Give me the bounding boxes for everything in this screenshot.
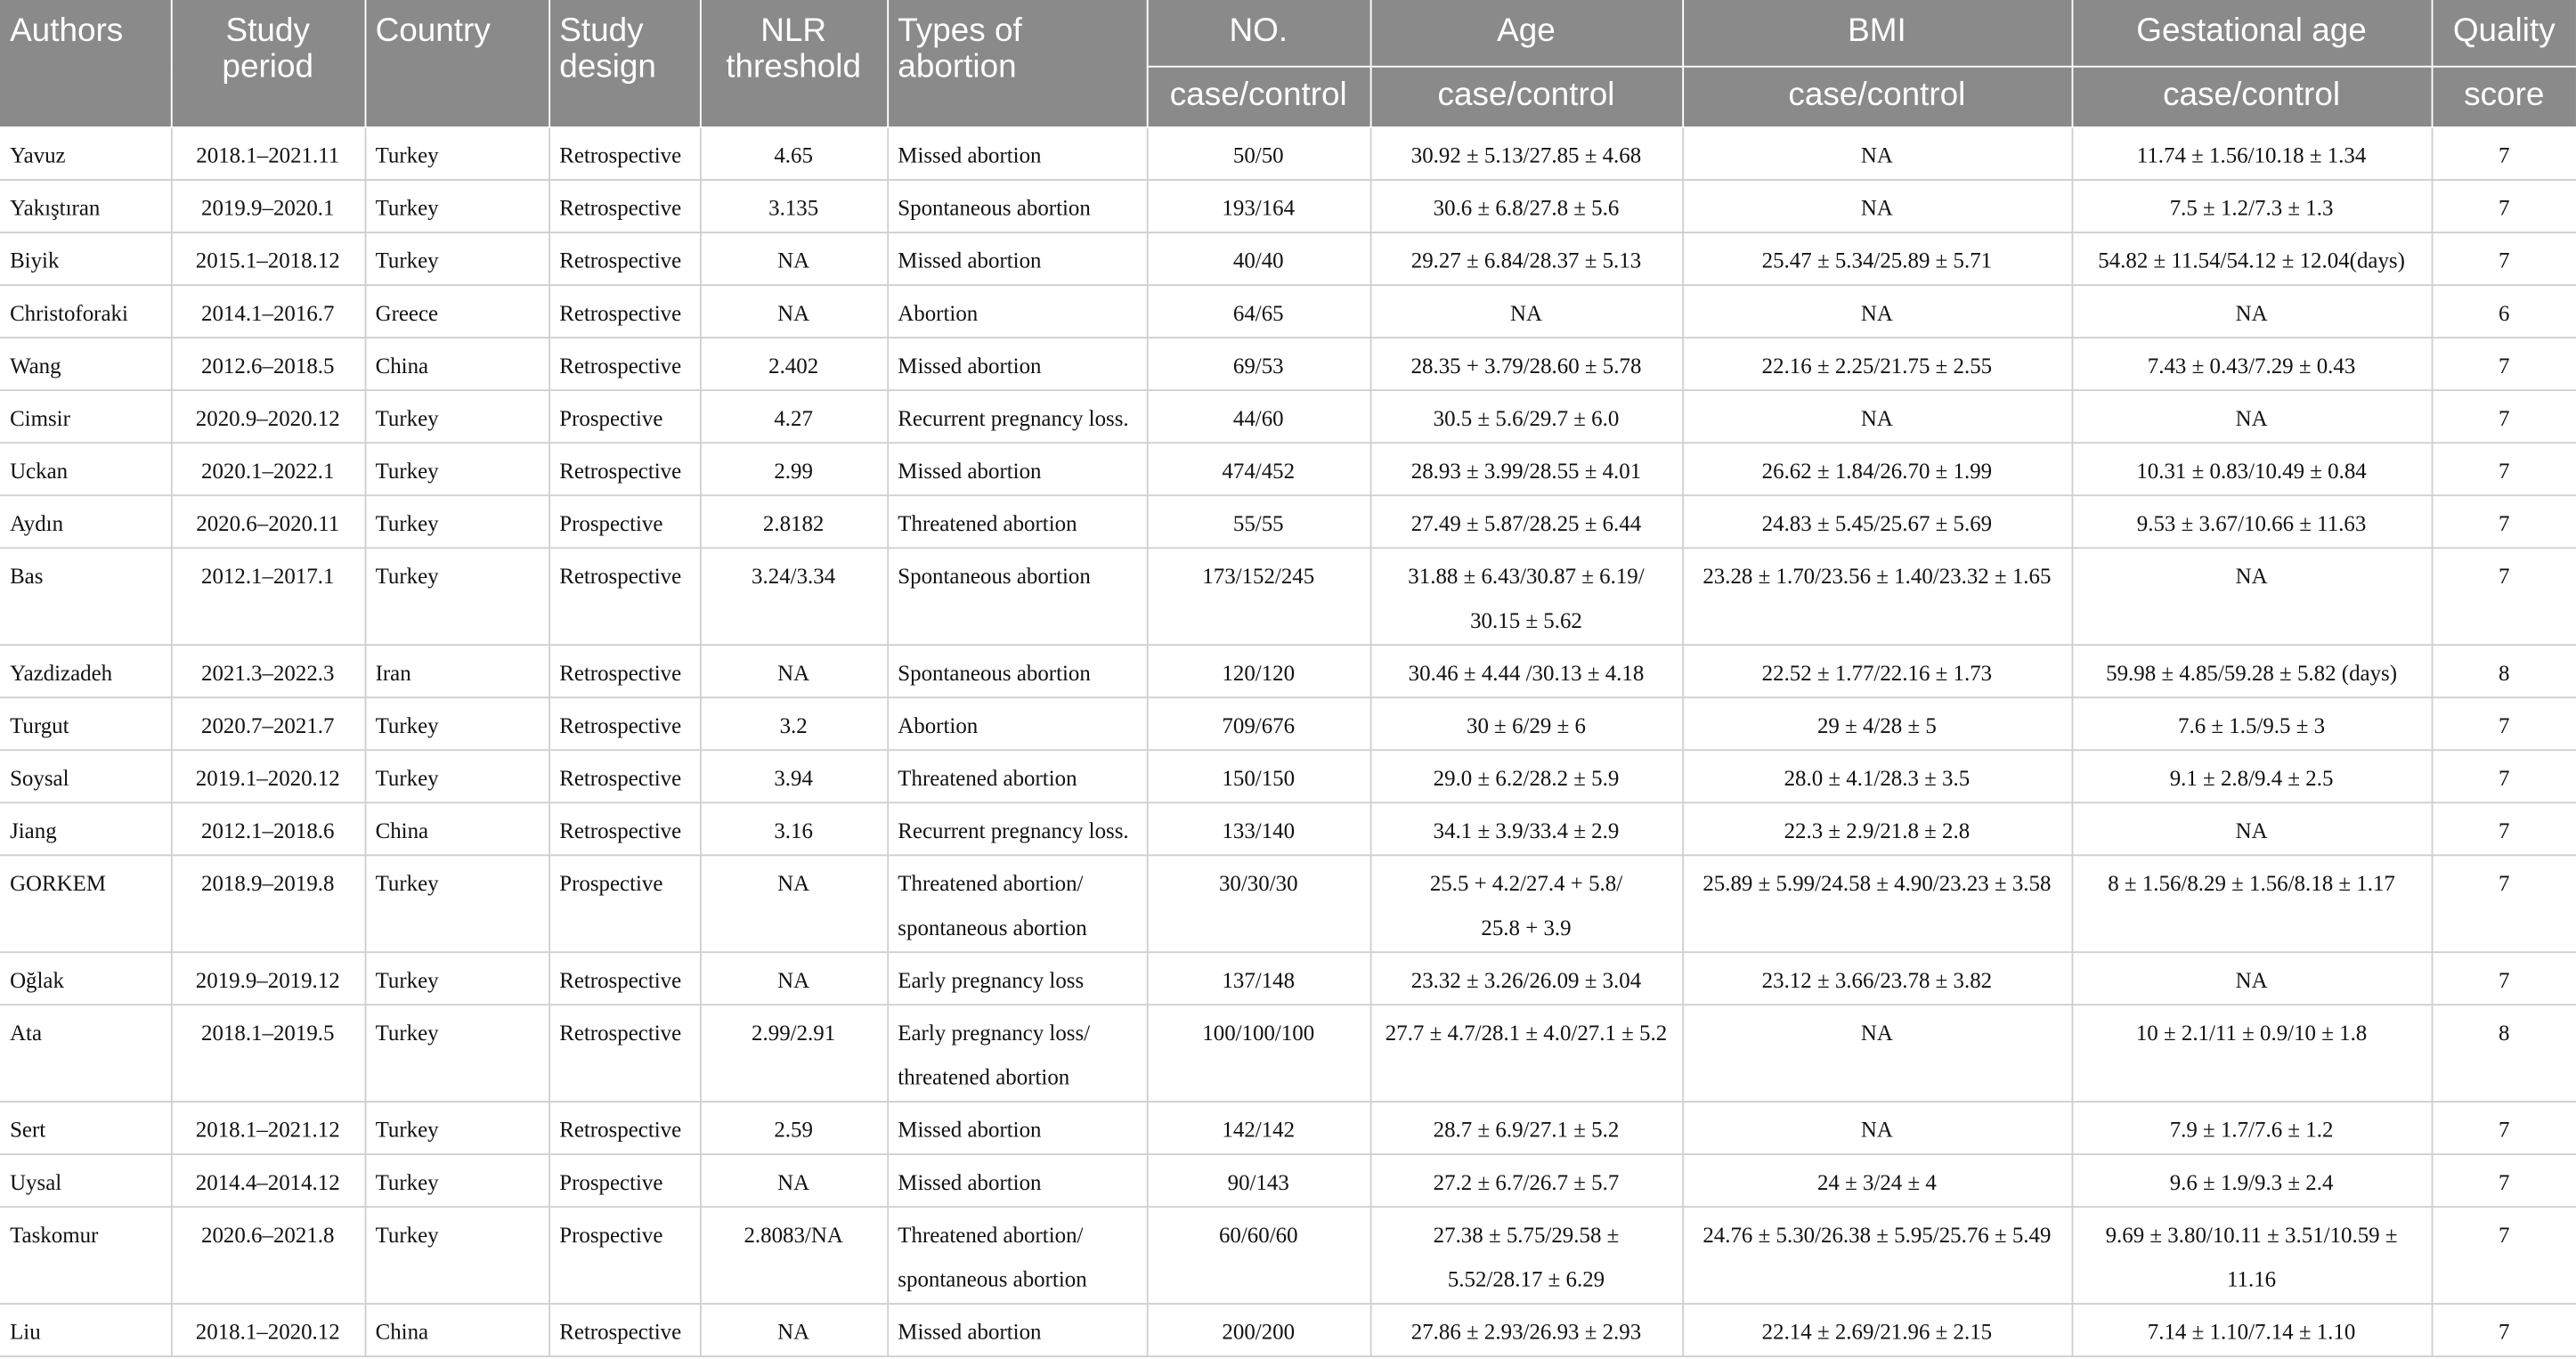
cell-author: Uysal (0, 1154, 171, 1207)
table-row (0, 750, 2576, 802)
cell-quality-score: 7 (2432, 697, 2576, 750)
cell-no: 474/452 (1147, 443, 1370, 495)
cell-age: 23.32 ± 3.26/26.09 ± 3.04 (1370, 952, 1683, 1005)
cell-study-period: 2014.4–2014.12 (171, 1154, 365, 1207)
cell-nlr-threshold: 4.65 (700, 127, 887, 180)
cell-no: 133/140 (1147, 802, 1370, 855)
cell-author: Turgut (0, 697, 171, 750)
cell-abortion-type: Missed abortion (887, 1102, 1147, 1154)
cell-no: 173/152/245 (1147, 548, 1370, 645)
cell-gestational-age: NA (2072, 285, 2432, 338)
cell-study-period: 2015.1–2018.12 (171, 232, 365, 285)
header-study-period: Study period (171, 0, 365, 127)
cell-quality-score: 7 (2432, 443, 2576, 495)
cell-quality-score: 7 (2432, 1207, 2576, 1304)
cell-no: 709/676 (1147, 697, 1370, 750)
cell-study-period: 2018.1–2019.5 (171, 1005, 365, 1102)
cell-bmi: 29 ± 4/28 ± 5 (1682, 697, 2071, 750)
cell-study-period: 2014.1–2016.7 (171, 285, 365, 338)
table-row (0, 645, 2576, 697)
cell-age: 28.93 ± 3.99/28.55 ± 4.01 (1370, 443, 1683, 495)
cell-quality-score: 7 (2432, 548, 2576, 645)
cell-study-design: Retrospective (549, 180, 700, 232)
cell-no: 150/150 (1147, 750, 1370, 802)
cell-age: 34.1 ± 3.9/33.4 ± 2.9 (1370, 802, 1683, 855)
table-row (0, 127, 2576, 180)
table-header (0, 0, 2576, 127)
cell-country: Turkey (365, 855, 549, 952)
cell-quality-score: 7 (2432, 495, 2576, 548)
cell-no: 40/40 (1147, 232, 1370, 285)
cell-study-design: Prospective (549, 495, 700, 548)
cell-bmi: NA (1682, 285, 2071, 338)
cell-age: 31.88 ± 6.43/30.87 ± 6.19/ 30.15 ± 5.62 (1370, 548, 1683, 645)
cell-author: Aydın (0, 495, 171, 548)
cell-nlr-threshold: NA (700, 855, 887, 952)
cell-abortion-type: Missed abortion (887, 1304, 1147, 1356)
cell-gestational-age: 10.31 ± 0.83/10.49 ± 0.84 (2072, 443, 2432, 495)
cell-abortion-type: Threatened abortion (887, 750, 1147, 802)
cell-gestational-age: 7.43 ± 0.43/7.29 ± 0.43 (2072, 338, 2432, 390)
cell-study-period: 2020.6–2020.11 (171, 495, 365, 548)
cell-abortion-type: Early pregnancy loss (887, 952, 1147, 1005)
cell-age: 27.7 ± 4.7/28.1 ± 4.0/27.1 ± 5.2 (1370, 1005, 1683, 1102)
table-row (0, 548, 2576, 645)
cell-gestational-age: 59.98 ± 4.85/59.28 ± 5.82 (days) (2072, 645, 2432, 697)
cell-gestational-age: 11.74 ± 1.56/10.18 ± 1.34 (2072, 127, 2432, 180)
table-row (0, 697, 2576, 750)
cell-age: 30 ± 6/29 ± 6 (1370, 697, 1683, 750)
cell-bmi: NA (1682, 180, 2071, 232)
cell-gestational-age: NA (2072, 952, 2432, 1005)
cell-no: 50/50 (1147, 127, 1370, 180)
cell-country: Turkey (365, 952, 549, 1005)
cell-quality-score: 7 (2432, 855, 2576, 952)
cell-bmi: 22.52 ± 1.77/22.16 ± 1.73 (1682, 645, 2071, 697)
cell-nlr-threshold: 3.94 (700, 750, 887, 802)
cell-age: 27.38 ± 5.75/29.58 ± 5.52/28.17 ± 6.29 (1370, 1207, 1683, 1304)
cell-nlr-threshold: 2.99 (700, 443, 887, 495)
cell-abortion-type: Missed abortion (887, 232, 1147, 285)
table-body (0, 127, 2576, 1356)
table-row (0, 495, 2576, 548)
cell-abortion-type: Spontaneous abortion (887, 180, 1147, 232)
cell-study-design: Retrospective (549, 802, 700, 855)
cell-abortion-type: Missed abortion (887, 127, 1147, 180)
cell-bmi: 23.12 ± 3.66/23.78 ± 3.82 (1682, 952, 2071, 1005)
cell-gestational-age: NA (2072, 802, 2432, 855)
cell-bmi: 24.83 ± 5.45/25.67 ± 5.69 (1682, 495, 2071, 548)
cell-country: Turkey (365, 390, 549, 443)
header-authors: Authors (0, 0, 171, 127)
cell-nlr-threshold: NA (700, 285, 887, 338)
cell-no: 200/200 (1147, 1304, 1370, 1356)
cell-no: 30/30/30 (1147, 855, 1370, 952)
cell-quality-score: 7 (2432, 232, 2576, 285)
cell-study-period: 2012.6–2018.5 (171, 338, 365, 390)
cell-study-design: Retrospective (549, 127, 700, 180)
cell-gestational-age: 7.5 ± 1.2/7.3 ± 1.3 (2072, 180, 2432, 232)
header-study-design: Study design (549, 0, 700, 127)
cell-country: Turkey (365, 232, 549, 285)
cell-study-period: 2021.3–2022.3 (171, 645, 365, 697)
table-row (0, 1154, 2576, 1207)
cell-no: 100/100/100 (1147, 1005, 1370, 1102)
cell-nlr-threshold: NA (700, 1304, 887, 1356)
cell-bmi: 25.47 ± 5.34/25.89 ± 5.71 (1682, 232, 2071, 285)
cell-bmi: 22.3 ± 2.9/21.8 ± 2.8 (1682, 802, 2071, 855)
cell-bmi: NA (1682, 1005, 2071, 1102)
cell-country: Iran (365, 645, 549, 697)
cell-quality-score: 7 (2432, 338, 2576, 390)
cell-quality-score: 7 (2432, 1304, 2576, 1356)
header-age: Age (1370, 0, 1683, 67)
cell-bmi: 25.89 ± 5.99/24.58 ± 4.90/23.23 ± 3.58 (1682, 855, 2071, 952)
cell-abortion-type: Threatened abortion/ spontaneous abortion (887, 855, 1147, 952)
table-row (0, 390, 2576, 443)
table-row (0, 285, 2576, 338)
cell-age: 29.0 ± 6.2/28.2 ± 5.9 (1370, 750, 1683, 802)
cell-quality-score: 7 (2432, 390, 2576, 443)
cell-bmi: 22.16 ± 2.25/21.75 ± 2.55 (1682, 338, 2071, 390)
cell-study-design: Retrospective (549, 443, 700, 495)
cell-age: 27.49 ± 5.87/28.25 ± 6.44 (1370, 495, 1683, 548)
cell-nlr-threshold: NA (700, 952, 887, 1005)
cell-age: 28.7 ± 6.9/27.1 ± 5.2 (1370, 1102, 1683, 1154)
cell-gestational-age: 7.9 ± 1.7/7.6 ± 1.2 (2072, 1102, 2432, 1154)
table-row (0, 443, 2576, 495)
cell-author: Yazdizadeh (0, 645, 171, 697)
header-country: Country (365, 0, 549, 127)
cell-country: Greece (365, 285, 549, 338)
cell-author: Jiang (0, 802, 171, 855)
cell-nlr-threshold: 3.16 (700, 802, 887, 855)
cell-nlr-threshold: NA (700, 1154, 887, 1207)
cell-study-period: 2020.6–2021.8 (171, 1207, 365, 1304)
header-age-sub: case/control (1370, 67, 1683, 127)
cell-age: 30.92 ± 5.13/27.85 ± 4.68 (1370, 127, 1683, 180)
cell-nlr-threshold: NA (700, 645, 887, 697)
header-quality: Quality (2432, 0, 2576, 67)
cell-author: Ata (0, 1005, 171, 1102)
cell-gestational-age: 9.1 ± 2.8/9.4 ± 2.5 (2072, 750, 2432, 802)
cell-author: Taskomur (0, 1207, 171, 1304)
cell-country: Turkey (365, 1005, 549, 1102)
cell-abortion-type: Abortion (887, 697, 1147, 750)
header-bmi-sub: case/control (1682, 67, 2071, 127)
table-row (0, 855, 2576, 952)
header-ga-sub: case/control (2072, 67, 2432, 127)
cell-author: Wang (0, 338, 171, 390)
cell-country: Turkey (365, 750, 549, 802)
cell-study-design: Prospective (549, 1207, 700, 1304)
cell-country: Turkey (365, 1154, 549, 1207)
cell-age: 30.5 ± 5.6/29.7 ± 6.0 (1370, 390, 1683, 443)
cell-study-period: 2020.9–2020.12 (171, 390, 365, 443)
cell-nlr-threshold: 2.59 (700, 1102, 887, 1154)
cell-gestational-age: 7.14 ± 1.10/7.14 ± 1.10 (2072, 1304, 2432, 1356)
cell-study-design: Retrospective (549, 1102, 700, 1154)
header-nlr-threshold: NLR threshold (700, 0, 887, 127)
cell-no: 69/53 (1147, 338, 1370, 390)
cell-study-design: Prospective (549, 390, 700, 443)
cell-study-period: 2018.1–2021.11 (171, 127, 365, 180)
cell-author: Liu (0, 1304, 171, 1356)
cell-no: 55/55 (1147, 495, 1370, 548)
cell-quality-score: 8 (2432, 1005, 2576, 1102)
cell-gestational-age: 10 ± 2.1/11 ± 0.9/10 ± 1.8 (2072, 1005, 2432, 1102)
cell-nlr-threshold: 3.2 (700, 697, 887, 750)
cell-study-design: Retrospective (549, 1304, 700, 1356)
cell-no: 120/120 (1147, 645, 1370, 697)
cell-study-design: Retrospective (549, 285, 700, 338)
cell-quality-score: 7 (2432, 952, 2576, 1005)
cell-author: Soysal (0, 750, 171, 802)
header-gestational-age: Gestational age (2072, 0, 2432, 67)
cell-nlr-threshold: 3.24/3.34 (700, 548, 887, 645)
cell-age: 28.35 + 3.79/28.60 ± 5.78 (1370, 338, 1683, 390)
cell-bmi: NA (1682, 1102, 2071, 1154)
cell-abortion-type: Spontaneous abortion (887, 548, 1147, 645)
cell-gestational-age: NA (2072, 390, 2432, 443)
cell-bmi: 26.62 ± 1.84/26.70 ± 1.99 (1682, 443, 2071, 495)
cell-age: NA (1370, 285, 1683, 338)
cell-quality-score: 6 (2432, 285, 2576, 338)
cell-abortion-type: Recurrent pregnancy loss. (887, 390, 1147, 443)
cell-country: China (365, 802, 549, 855)
cell-quality-score: 7 (2432, 1154, 2576, 1207)
cell-no: 90/143 (1147, 1154, 1370, 1207)
cell-nlr-threshold: 2.402 (700, 338, 887, 390)
cell-country: Turkey (365, 127, 549, 180)
cell-abortion-type: Missed abortion (887, 443, 1147, 495)
cell-study-period: 2020.1–2022.1 (171, 443, 365, 495)
cell-bmi: 28.0 ± 4.1/28.3 ± 3.5 (1682, 750, 2071, 802)
cell-study-design: Retrospective (549, 750, 700, 802)
header-no-sub: case/control (1147, 67, 1370, 127)
cell-study-period: 2012.1–2018.6 (171, 802, 365, 855)
cell-gestational-age: NA (2072, 548, 2432, 645)
cell-author: Cimsir (0, 390, 171, 443)
cell-no: 137/148 (1147, 952, 1370, 1005)
cell-study-design: Retrospective (549, 338, 700, 390)
table-row (0, 232, 2576, 285)
cell-country: China (365, 1304, 549, 1356)
cell-no: 193/164 (1147, 180, 1370, 232)
cell-country: Turkey (365, 495, 549, 548)
cell-author: Bas (0, 548, 171, 645)
cell-gestational-age: 8 ± 1.56/8.29 ± 1.56/8.18 ± 1.17 (2072, 855, 2432, 952)
cell-author: Christoforaki (0, 285, 171, 338)
cell-nlr-threshold: NA (700, 232, 887, 285)
cell-age: 27.86 ± 2.93/26.93 ± 2.93 (1370, 1304, 1683, 1356)
cell-country: Turkey (365, 1102, 549, 1154)
cell-study-design: Retrospective (549, 1005, 700, 1102)
cell-quality-score: 7 (2432, 750, 2576, 802)
cell-age: 27.2 ± 6.7/26.7 ± 5.7 (1370, 1154, 1683, 1207)
cell-age: 30.46 ± 4.44 /30.13 ± 4.18 (1370, 645, 1683, 697)
cell-study-period: 2019.9–2019.12 (171, 952, 365, 1005)
cell-country: Turkey (365, 548, 549, 645)
cell-study-period: 2018.9–2019.8 (171, 855, 365, 952)
cell-study-design: Retrospective (549, 697, 700, 750)
cell-bmi: NA (1682, 390, 2071, 443)
table-row (0, 1304, 2576, 1356)
cell-no: 60/60/60 (1147, 1207, 1370, 1304)
cell-no: 64/65 (1147, 285, 1370, 338)
cell-age: 25.5 + 4.2/27.4 + 5.8/ 25.8 + 3.9 (1370, 855, 1683, 952)
cell-gestational-age: 9.53 ± 3.67/10.66 ± 11.63 (2072, 495, 2432, 548)
cell-gestational-age: 9.6 ± 1.9/9.3 ± 2.4 (2072, 1154, 2432, 1207)
cell-abortion-type: Threatened abortion (887, 495, 1147, 548)
cell-quality-score: 7 (2432, 802, 2576, 855)
table-row (0, 1005, 2576, 1102)
cell-no: 44/60 (1147, 390, 1370, 443)
cell-bmi: 24.76 ± 5.30/26.38 ± 5.95/25.76 ± 5.49 (1682, 1207, 2071, 1304)
table-row (0, 952, 2576, 1005)
table-row (0, 180, 2576, 232)
cell-no: 142/142 (1147, 1102, 1370, 1154)
cell-abortion-type: Missed abortion (887, 1154, 1147, 1207)
cell-nlr-threshold: 2.99/2.91 (700, 1005, 887, 1102)
table-row (0, 1207, 2576, 1304)
cell-author: Uckan (0, 443, 171, 495)
cell-quality-score: 7 (2432, 1102, 2576, 1154)
cell-age: 29.27 ± 6.84/28.37 ± 5.13 (1370, 232, 1683, 285)
cell-gestational-age: 7.6 ± 1.5/9.5 ± 3 (2072, 697, 2432, 750)
cell-study-period: 2018.1–2021.12 (171, 1102, 365, 1154)
cell-author: Yavuz (0, 127, 171, 180)
cell-study-period: 2018.1–2020.12 (171, 1304, 365, 1356)
cell-quality-score: 8 (2432, 645, 2576, 697)
cell-study-design: Prospective (549, 855, 700, 952)
cell-study-period: 2019.9–2020.1 (171, 180, 365, 232)
cell-abortion-type: Recurrent pregnancy loss. (887, 802, 1147, 855)
cell-study-design: Retrospective (549, 232, 700, 285)
cell-age: 30.6 ± 6.8/27.8 ± 5.6 (1370, 180, 1683, 232)
cell-study-design: Retrospective (549, 548, 700, 645)
header-types-of-abortion: Types of abortion (887, 0, 1147, 127)
cell-abortion-type: Threatened abortion/ spontaneous abortion (887, 1207, 1147, 1304)
cell-gestational-age: 9.69 ± 3.80/10.11 ± 3.51/10.59 ± 11.16 (2072, 1207, 2432, 1304)
header-bmi: BMI (1682, 0, 2071, 67)
cell-bmi: NA (1682, 127, 2071, 180)
cell-country: Turkey (365, 443, 549, 495)
cell-study-period: 2019.1–2020.12 (171, 750, 365, 802)
cell-author: Oğlak (0, 952, 171, 1005)
cell-study-period: 2020.7–2021.7 (171, 697, 365, 750)
cell-country: Turkey (365, 697, 549, 750)
cell-quality-score: 7 (2432, 180, 2576, 232)
cell-bmi: 22.14 ± 2.69/21.96 ± 2.15 (1682, 1304, 2071, 1356)
cell-nlr-threshold: 3.135 (700, 180, 887, 232)
cell-abortion-type: Missed abortion (887, 338, 1147, 390)
header-no: NO. (1147, 0, 1370, 67)
header-quality-sub: score (2432, 67, 2576, 127)
cell-bmi: 23.28 ± 1.70/23.56 ± 1.40/23.32 ± 1.65 (1682, 548, 2071, 645)
cell-country: Turkey (365, 1207, 549, 1304)
cell-abortion-type: Abortion (887, 285, 1147, 338)
cell-nlr-threshold: 2.8083/NA (700, 1207, 887, 1304)
cell-author: Sert (0, 1102, 171, 1154)
cell-author: Yakıştıran (0, 180, 171, 232)
cell-study-design: Retrospective (549, 952, 700, 1005)
table-row (0, 1102, 2576, 1154)
cell-study-design: Retrospective (549, 645, 700, 697)
cell-author: Biyik (0, 232, 171, 285)
table-row (0, 802, 2576, 855)
cell-study-design: Prospective (549, 1154, 700, 1207)
cell-gestational-age: 54.82 ± 11.54/54.12 ± 12.04(days) (2072, 232, 2432, 285)
cell-bmi: 24 ± 3/24 ± 4 (1682, 1154, 2071, 1207)
cell-quality-score: 7 (2432, 127, 2576, 180)
cell-country: China (365, 338, 549, 390)
cell-abortion-type: Early pregnancy loss/ threatened abortion (887, 1005, 1147, 1102)
cell-nlr-threshold: 2.8182 (700, 495, 887, 548)
cell-nlr-threshold: 4.27 (700, 390, 887, 443)
cell-study-period: 2012.1–2017.1 (171, 548, 365, 645)
table-row (0, 338, 2576, 390)
cell-country: Turkey (365, 180, 549, 232)
cell-abortion-type: Spontaneous abortion (887, 645, 1147, 697)
cell-author: GORKEM (0, 855, 171, 952)
